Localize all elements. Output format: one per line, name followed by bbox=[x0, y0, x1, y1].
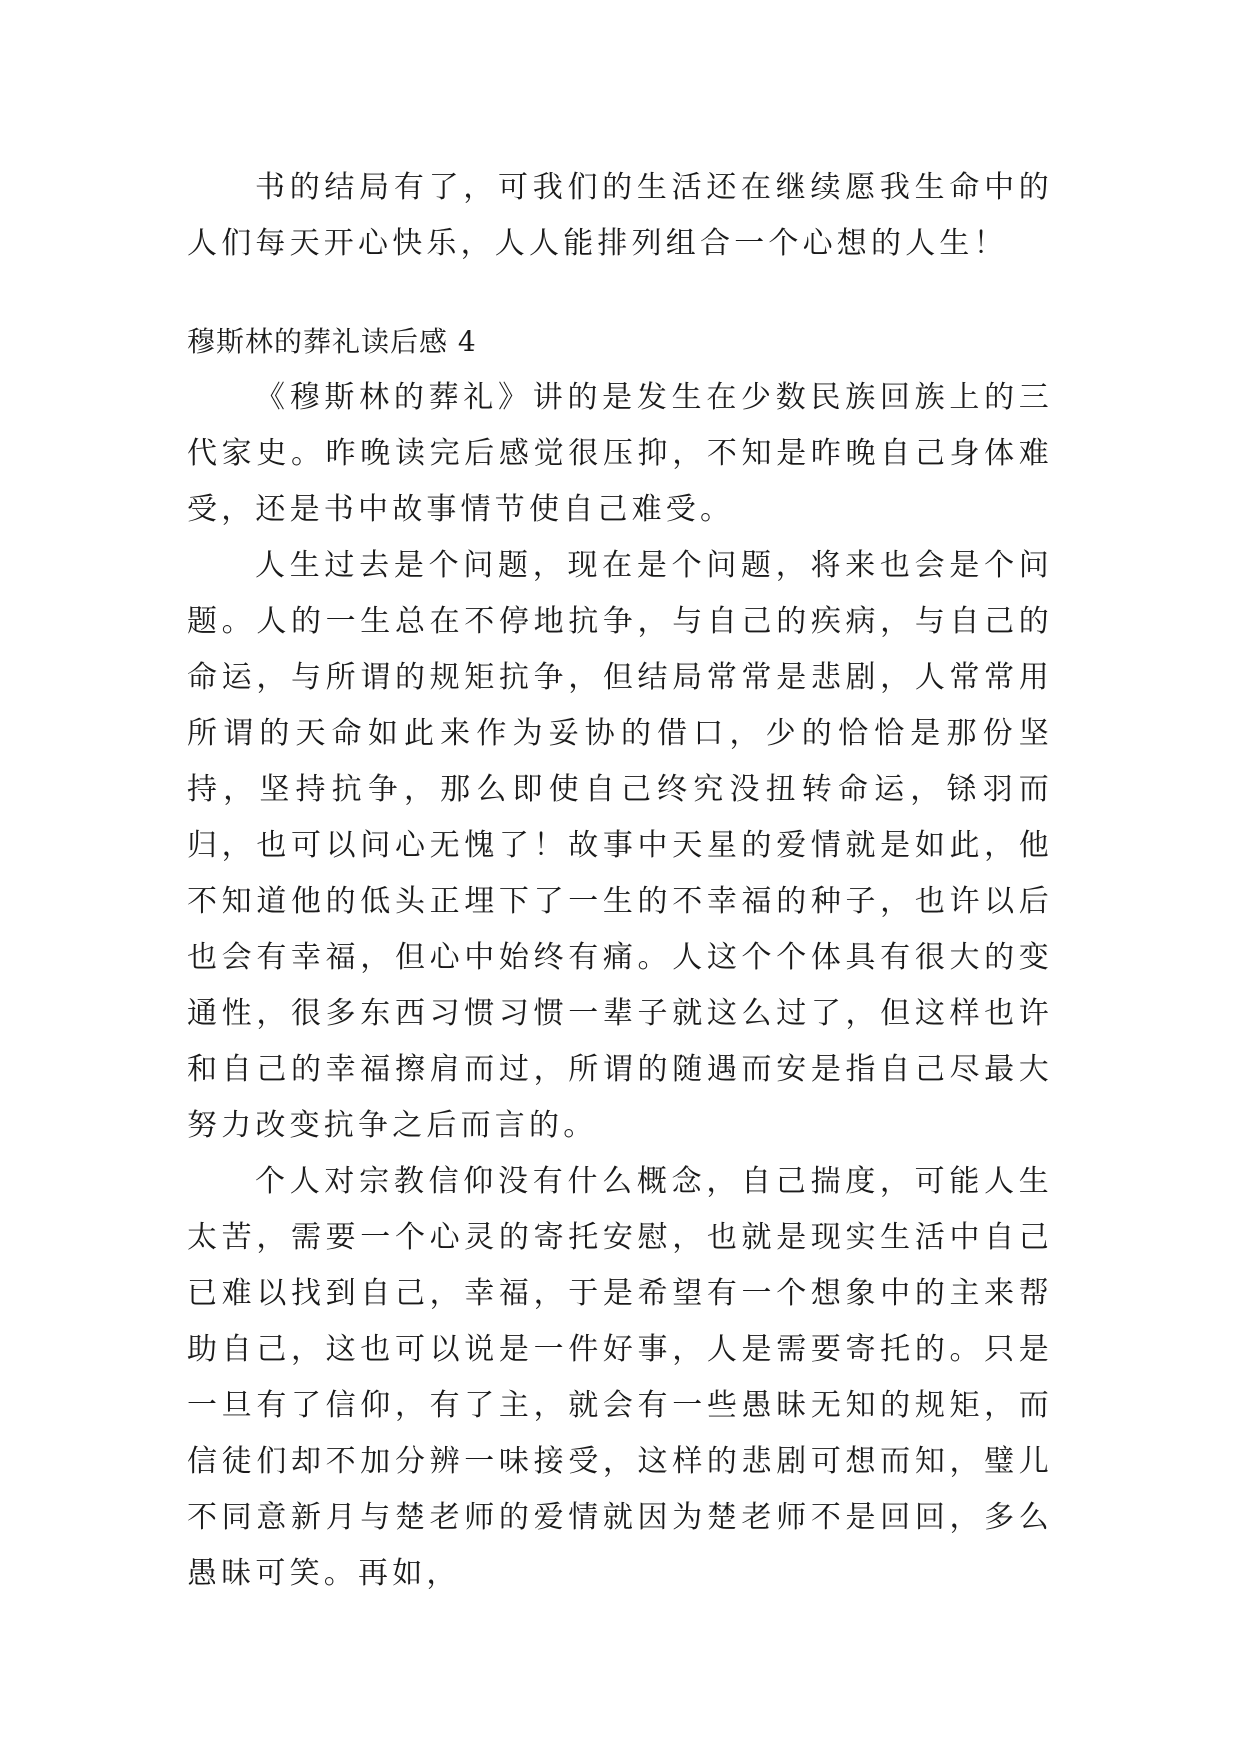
paragraph-religion: 个人对宗教信仰没有什么概念，自己揣度，可能人生太苦，需要一个心灵的寄托安慰，也就是现实生活中自己已难以找到自己，幸福，于是希望有一个想象中的主来帮助自己，这也可以说是一件好事，人是需要寄托的。只是一旦有了信仰，有了主，就会有一些愚昧无知的规矩，而信徒们却不加分辨一味接受，这样的悲剧可想而知，璧儿不同意新月与楚老师的爱情就因为楚老师不是回回，多么愚昧可笑。再如， bbox=[187, 1164, 1053, 1591]
paragraph-closing: 书的结局有了，可我们的生活还在继续愿我生命中的人们每天开心快乐，人人能排列组合一个心想的人生！ bbox=[187, 170, 1053, 261]
paragraph-intro: 《穆斯林的葬礼》讲的是发生在少数民族回族上的三代家史。昨晚读完后感觉很压抑，不知是昨晚自己身体难受，还是书中故事情节使自己难受。 bbox=[187, 380, 1053, 527]
document-page bbox=[187, 160, 1053, 1602]
section-heading: 穆斯林的葬礼读后感 4 bbox=[187, 325, 477, 358]
paragraph-life: 人生过去是个问题，现在是个问题，将来也会是个问题。人的一生总在不停地抗争，与自己的疾病，与自己的命运，与所谓的规矩抗争，但结局常常是悲剧，人常常用所谓的天命如此来作为妥协的借口，少的恰恰是那份坚持，坚持抗争，那么即使自己终究没扭转命运，铩羽而归，也可以问心无愧了！故事中天星的爱情就是如此，他不知道他的低头正埋下了一生的不幸福的种子，也许以后也会有幸福，但心中始终有痛。人这个个体具有很大的变通性，很多东西习惯习惯一辈子就这么过了，但这样也许和自己的幸福擦肩而过，所谓的随遇而安是指自己尽最大努力改变抗争之后而言的。 bbox=[187, 548, 1053, 1143]
